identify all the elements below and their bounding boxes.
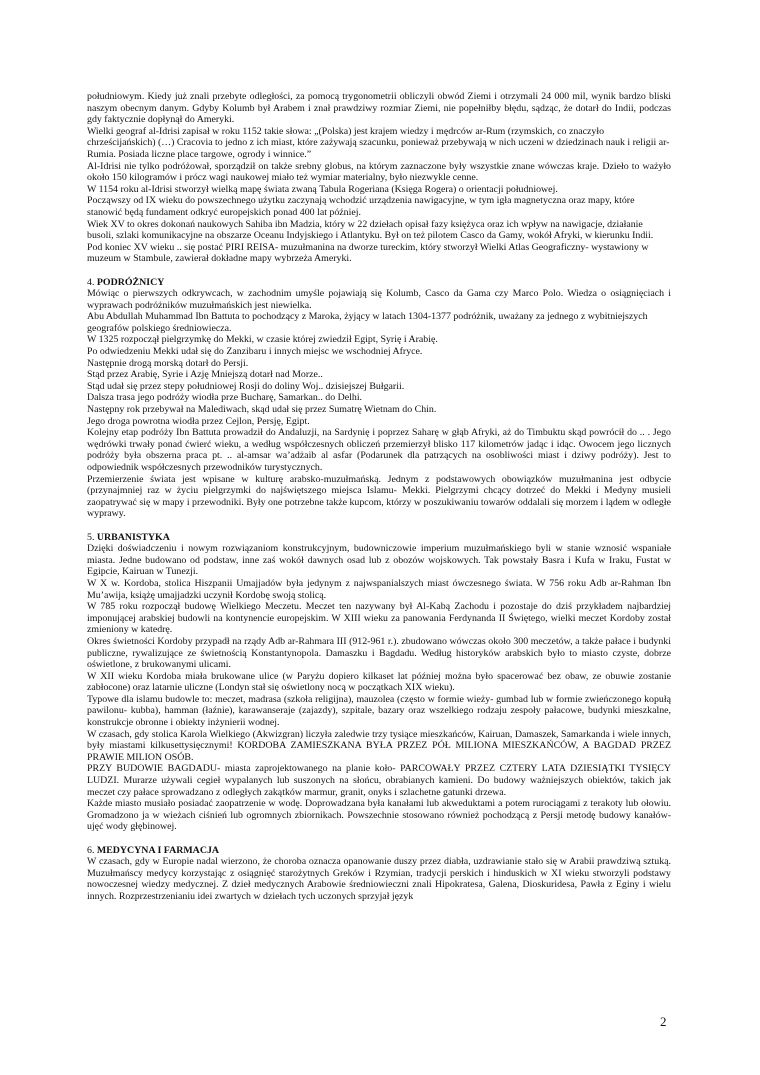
- paragraph: Typowe dla islamu budowle to: meczet, madrasa (szkoła religijna), mauzolea (często w formie wieży- gumbad lub w formie zwieńczonego kopułą pawilonu- kubba), hamman (łaźnie), karawanseraje (zajazdy), szpitale, bazary oraz wszelkiego rodzaju zespoły pałacowe, budynki mieszkalne, konstrukcje obronne i obiekty inżynierii wodnej.: [87, 693, 671, 729]
- intro-section: [87, 91, 671, 265]
- paragraph: Następny rok przebywał na Malediwach, skąd udał się przez Sumatrę Wietnam do Chin.: [87, 404, 437, 416]
- section-heading: [87, 845, 671, 857]
- paragraph: W czasach, gdy stolica Karola Wielkiego (Akwizgran) liczyła zaledwie trzy tysiące mieszkańców, Kairuan, Damaszek, Samarkanda i wiele innych, były miastami kilkusettysięcznymi! KORDOBA ZAMIESZKANA BYŁA PRZEZ PÓŁ MILIONA MIESZKAŃCÓW, A BAGDAD PRZEZ PRAWIE MILION OSÓB.: [87, 728, 671, 763]
- section-medicine: [87, 845, 671, 903]
- paragraph: Jego droga powrotna wiodła przez Cejlon, Persję, Egipt.: [87, 415, 310, 427]
- paragraph: Abu Abdullah Muhammad Ibn Battuta to pochodzący z Maroka, żyjący w latach 1304-1377 podróżnik, uważany za jednego z wybitniejszych geografów polskiego średniowiecza.: [87, 311, 648, 334]
- section-title: URBANISTYKA: [96, 531, 170, 543]
- section-heading: [87, 277, 671, 289]
- section-travellers: [87, 277, 671, 520]
- paragraph: Dzięki doświadczeniu i nowym rozwiązaniom konstrukcyjnym, budowniczowie imperium muzułmańskiego byli w stanie wznosić wspaniałe miasta. Jedne budowano od podstaw, inne zaś wokół dawnych osad lub z obozów wojskowych. Tak powstały Basra i Kufa w Iraku, Fustat w Egipcie, Kairuan w Tunezji.: [87, 543, 671, 578]
- paragraph: Al-Idrisi nie tylko podróżował, sporządził on także srebny globus, na którym zaznaczone były wszystkie znane wówczas kraje. Dzieło to ważyło około 150 kilogramów i prócz wagi naukowej miało też wymiar materialny, było niezwykle cenne.: [87, 160, 671, 184]
- paragraph: Kolejny etap podróży Ibn Battuta prowadził do Andaluzji, na Sardynię i poprzez Saharę w głąb Afryki, aż do Timbuktu skąd powrócił do .. . Jego wędrówki trwały ponad ćwierć wieku, a według współczesnych obliczeń przemierzył blisko 117 kilometrów jadąc i idąc. Owocem jego licznych podróży była obszerna praca pt. .. al-amsar wa’adżaib al asfar (Podarunek dla patrzących na osobliwości miast i dziwy podróży). Jest to odpowiednik współczesnych przewodników turystycznych.: [87, 427, 671, 473]
- paragraph: Pod koniec XV wieku .. się postać PIRI REISA- muzułmanina na dworze tureckim, który stworzył Wielki Atlas Geograficzny- wystawiony w muzeum w Stambule, zawierał dokładne mapy wybrzeża Ameryki.: [87, 241, 649, 265]
- paragraph: Wiek XV to okres dokonań naukowych Sahiba ibn Madzia, który w 22 dziełach opisał fazy księżyca oraz ich wpływ na nawigacje, działanie busoli, szlaki komunikacyjne na obszarze Oceanu Indyjskiego i Atlantyku. Był on też pilotem Casco da Gamy, wokół Afryki, w kierunku Indii.: [87, 218, 654, 242]
- paragraph: W 1325 rozpoczął pielgrzymkę do Mekki, w czasie której zwiedził Egipt, Syrię i Arabię.: [87, 334, 438, 346]
- section-title: MEDYCYNA I FARMACJA: [96, 844, 220, 856]
- paragraph: W czasach, gdy w Europie nadal wierzono, że choroba oznacza opanowanie duszy przez diabła, uzdrawianie stało się w Arabii prawdziwą sztuką. Muzułmańscy medycy korzystając z osiągnięć starożytnych Greków i Rzymian, tradycji perskich i hinduskich w XI wieku stworzyli podstawy nowoczesnej wiedzy medycznej. Z dzieł medycznych Arabowie średniowieczni znali Hipokratesa, Galena, Dioskuridesa, Pawła z Eginy i wielu innych. Rozprzestrzenianiu idei zwartych w dziełach tych uczonych sprzyjał język: [87, 856, 671, 902]
- paragraph: Stąd udał się przez stepy południowej Rosji do doliny Woj.. dzisiejszej Bułgarii.: [87, 380, 405, 392]
- paragraph: Przemierzenie świata jest wpisane w kulturę arabsko-muzułmańską. Jednym z podstawowych obowiązków muzułmanina jest odbycie (przynajmniej raz w życiu pielgrzymki do najświętszego miejsca Islamu- Mekki. Pielgrzymi chcący dotrzeć do Mekki i Medyny musieli zaopatrywać się w mapy i przewodniki. Były one potrzebne także kupcom, którzy w poszukiwaniu towarów oddalali się morzem i lądem w odległe wyprawy.: [87, 473, 671, 520]
- paragraph: Wielki geograf al-Idrisi zapisał w roku 1152 takie słowa: „(Polska) jest krajem wiedzy i mędrców ar-Rum (rzymskich, co znaczyło chrześcijańskich) (…) Cracovia to jedno z ich miast, które zażywają szacunku, ponieważ przebywają w nich uczeni w dziedzinach nauk i religii ar-Rumia. Posiada liczne place targowe, ogrody i winnice.”: [87, 125, 670, 160]
- paragraph: Okres świetności Kordoby przypadł na rządy Adb ar-Rahmara III (912-961 r.). zbudowano wówczas około 300 meczetów, a także pałace i budynki publiczne, rywalizujące ze świetnością Konstantynopola. Damaszku i Bagdadu. Według historyków arabskich było to miasto czyste, dobrze oświetlone, z brukowanymi ulicami.: [87, 635, 671, 671]
- section-title: PODRÓŻNICY: [96, 276, 165, 288]
- section-number: 4.: [87, 276, 95, 288]
- paragraph: południowym. Kiedy już znali przebyte odległości, za pomocą trygonometrii obliczyli obwód Ziemi i otrzymali 24 000 mil, wynik bardzo bliski naszym obecnym danym. Gdyby Kolumb był Arabem i znał prawdziwy rozmiar Ziemi, nie popełniłby błędu, sądząc, że dotarł do Indii, podczas gdy faktycznie dopłynął do Ameryki.: [87, 91, 671, 126]
- paragraph: W 1154 roku al-Idrisi stworzył wielką mapę świata zwaną Tabula Rogeriana (Księga Rogera) o orientacji południowej.: [87, 183, 558, 195]
- paragraph: Mówiąc o pierwszych odkrywcach, w zachodnim umyśle pojawiają się Kolumb, Casco da Gama czy Marco Polo. Wiedza o osiągnięciach i wyprawach podróżników muzułmańskich jest niewielka.: [87, 288, 671, 311]
- section-urbanism: [87, 532, 671, 833]
- section-number: 5.: [87, 531, 95, 543]
- section-number: 6.: [87, 844, 95, 856]
- paragraph: Po odwiedzeniu Mekki udał się do Zanzibaru i innych miejsc we wschodniej Afryce.: [87, 346, 423, 358]
- paragraph: W X w. Kordoba, stolica Hiszpanii Umajjadów była jedynym z najwspanialszych miast ówczesnego świata. W 756 roku Adb ar-Rahman Ibn Mu’awija, książę umajjadzki uczynił Kordobę swoją stolicą.: [87, 577, 671, 601]
- paragraph: Każde miasto musiało posiadać zaopatrzenie w wodę. Doprowadzana była kanałami lub akweduktami a potem rurociągami z terakoty lub ołowiu. Gromadzono ja w wieżach ciśnień lub ogromnych zbiornikach. Powszechnie stosowano również pochodzącą z Persji metodę budowy kanałów- ujęć wody głębinowej.: [87, 798, 671, 833]
- paragraph: Następnie drogą morską dotarł do Persji.: [87, 357, 249, 369]
- paragraph: Stąd przez Arabię, Syrie i Azję Mniejszą dotarł nad Morze..: [87, 369, 323, 381]
- paragraph: PRZY BUDOWIE BAGDADU- miasta zaprojektowanego na planie koło- PARCOWAŁY PRZEZ CZTERY LATA DZIESIĄTKI TYSIĘCY LUDZI. Murarze używali cegieł wypalanych lub suszonych na słońcu, obrabianych kamieni. Do budowy ważniejszych obiektów, takich jak meczet czy pałace sprowadzano z odległych zakątków marmur, granit, onyks i szlachetne gatunki drzewa.: [87, 763, 671, 798]
- page-number: 2: [660, 1014, 667, 1029]
- paragraph: Dalsza trasa jego podróży wiodła prze Bucharę, Samarkan.. do Delhi.: [87, 392, 363, 404]
- paragraph: W 785 roku rozpoczął budowę Wielkiego Meczetu. Meczet ten nazywany był Al-Kabą Zachodu i pozostaje do dziś przykładem najbardziej imponującej arabskiej budowli na kontynencie europejskim. W XIII wieku za panowania Ferdynanda II Świętego, wielki meczet Kordoby został zmieniony w katedrę.: [87, 601, 671, 636]
- paragraph: Począwszy od IX wieku do powszechnego użytku zaczynają wchodzić urządzenia nawigacyjne, w tym igła magnetyczna oraz mapy, które stanowić będą fundament odkryć europejskich ponad 400 lat później.: [87, 195, 635, 218]
- document-page: [87, 91, 671, 903]
- paragraph: W XII wieku Kordoba miała brukowane ulice (w Paryżu dopiero kilkaset lat później można było spacerować bez obaw, ze obuwie zostanie zabłocone) oraz latarnie uliczne (Londyn stał się oświetlony nocą w początkach XIX wieku).: [87, 670, 671, 694]
- section-heading: [87, 532, 671, 544]
